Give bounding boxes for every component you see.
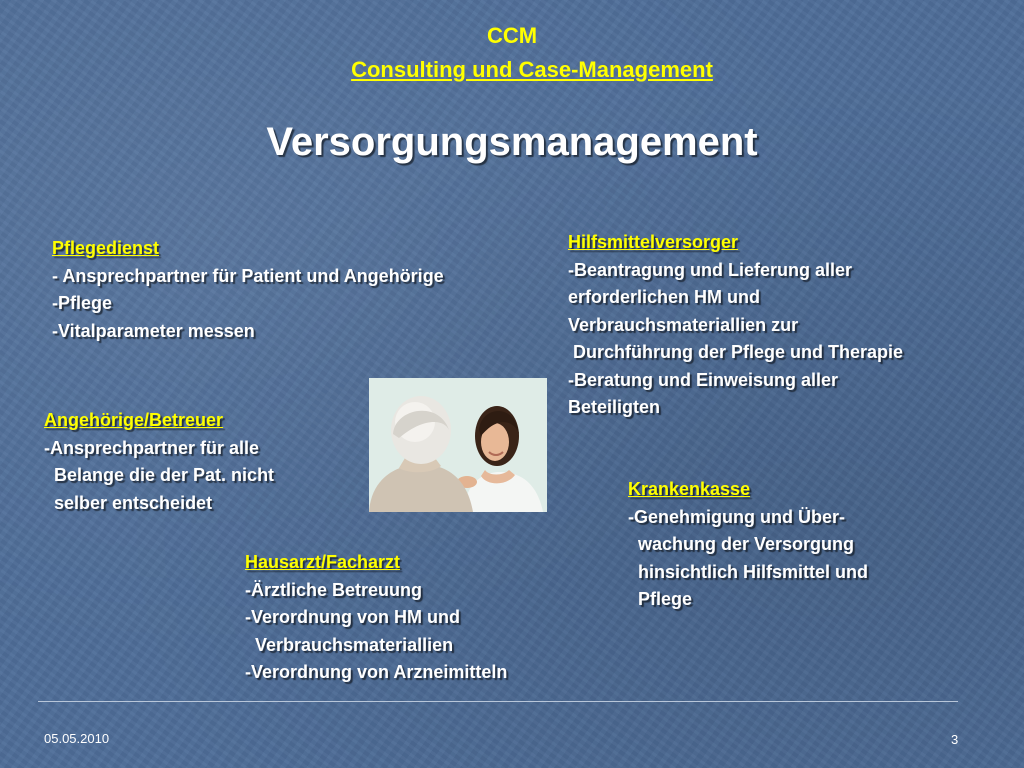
hilfsmittel-block bbox=[568, 229, 903, 422]
company-name: CCM bbox=[486, 23, 538, 48]
hilfsmittel-line: Durchführung der Pflege und Therapie bbox=[568, 342, 904, 362]
krankenkasse-heading: Krankenkasse bbox=[628, 479, 751, 499]
pflegedienst-line: -Pflege bbox=[52, 293, 113, 313]
hilfsmittel-line: Beteiligten bbox=[568, 397, 661, 417]
krankenkasse-line: wachung der Versorgung bbox=[628, 534, 855, 554]
pflegedienst-heading: Pflegedienst bbox=[52, 238, 160, 258]
slide-subtitle: Consulting und Case-Management bbox=[351, 57, 713, 82]
pflegedienst-line: -Vitalparameter messen bbox=[52, 320, 255, 341]
angehoerige-line: Belange die der Pat. nicht bbox=[44, 465, 275, 485]
page-number: 3 bbox=[951, 732, 959, 747]
krankenkasse-line: Pflege bbox=[628, 589, 693, 609]
hilfsmittel-line: -Beratung und Einweisung aller bbox=[568, 369, 839, 390]
hausarzt-line: Verbrauchsmateriallien bbox=[245, 634, 454, 655]
angehoerige-heading: Angehörige/Betreuer bbox=[44, 410, 224, 430]
slide-title: Versorgungsmanagement bbox=[266, 120, 758, 164]
hilfsmittel-line: Verbrauchsmateriallien zur bbox=[568, 314, 799, 335]
footer-divider bbox=[38, 701, 958, 702]
angehoerige-line: -Ansprechpartner für alle bbox=[44, 437, 260, 458]
hausarzt-heading: Hausarzt/Facharzt bbox=[245, 552, 401, 572]
hausarzt-line: -Verordnung von Arzneimitteln bbox=[245, 662, 508, 682]
hilfsmittel-heading: Hilfsmittelversorger bbox=[568, 232, 739, 252]
hilfsmittel-line: erforderlichen HM und bbox=[568, 287, 761, 307]
angehoerige-block bbox=[44, 407, 274, 517]
krankenkasse-line: -Genehmigung und Über- bbox=[628, 506, 845, 527]
hausarzt-line: -Ärztliche Betreuung bbox=[245, 579, 423, 600]
krankenkasse-line: hinsichtlich Hilfsmittel und bbox=[628, 561, 869, 582]
angehoerige-line: selber entscheidet bbox=[44, 492, 213, 513]
hilfsmittel-line: -Beantragung und Lieferung aller bbox=[568, 259, 853, 280]
caregiver-photo bbox=[369, 378, 547, 512]
footer-date: 05.05.2010 bbox=[44, 731, 110, 746]
krankenkasse-block bbox=[628, 476, 868, 614]
caregiver-photo-illustration bbox=[369, 378, 547, 512]
hausarzt-block bbox=[245, 549, 507, 687]
hausarzt-line: -Verordnung von HM und bbox=[245, 607, 460, 627]
pflegedienst-line: - Ansprechpartner für Patient und Angehörige bbox=[52, 265, 444, 286]
pflegedienst-block bbox=[52, 235, 444, 345]
